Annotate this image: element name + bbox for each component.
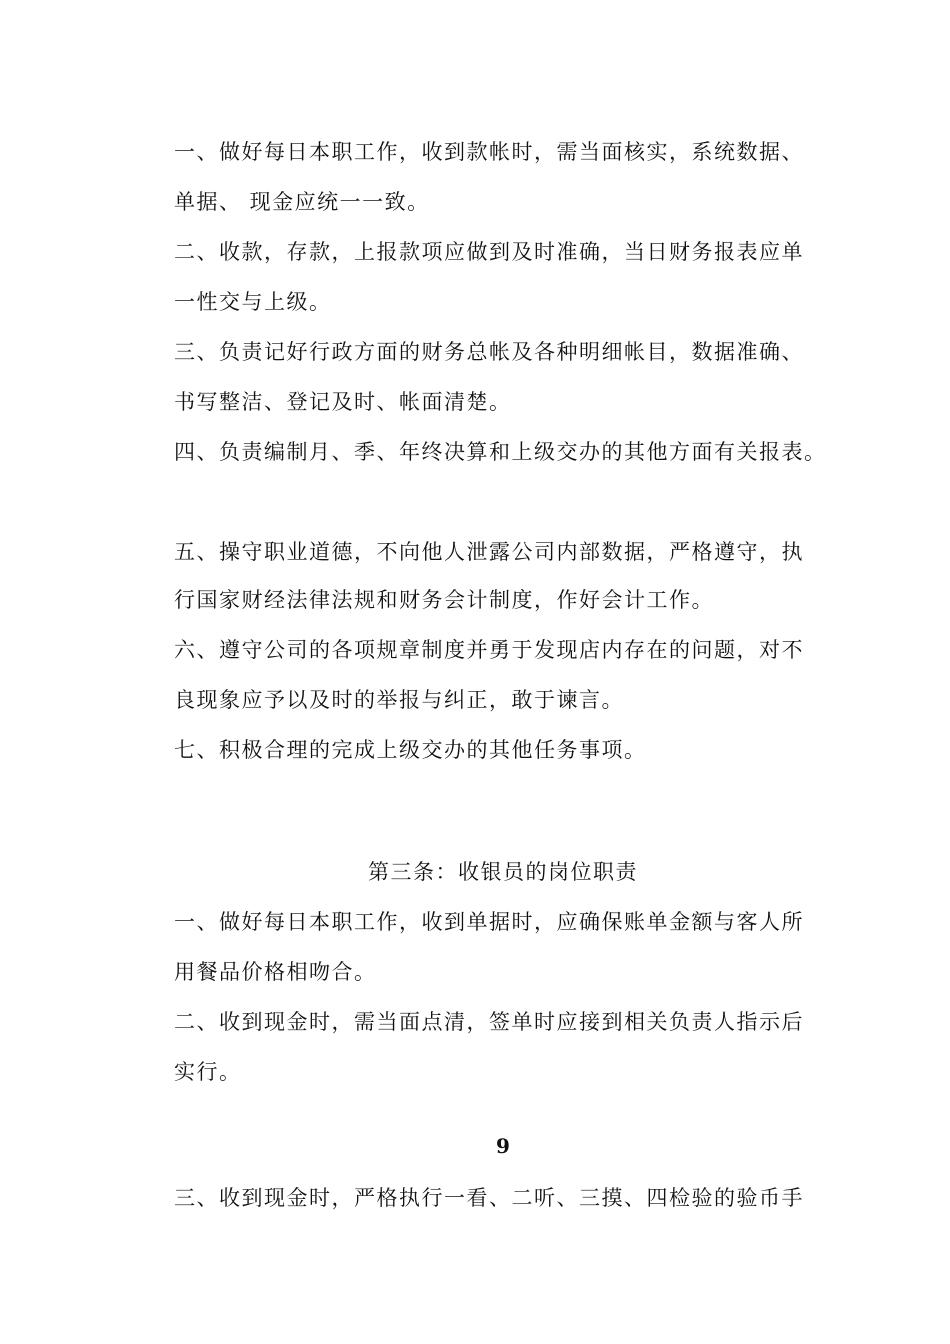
accountant-duty-3-line-2: 书写整洁、登记及时、帐面清楚。	[174, 390, 512, 414]
accountant-duty-4-line-1: 四、负责编制月、季、年终决算和上级交办的其他方面有关报表。	[174, 440, 827, 464]
accountant-duty-2-line-2: 一性交与上级。	[174, 290, 332, 314]
cashier-duty-2-line-2: 实行。	[174, 1060, 242, 1084]
cashier-duty-2-line-1: 二、收到现金时，需当面点清，签单时应接到相关负责人指示后	[174, 1010, 804, 1034]
cashier-section-heading: 第三条：收银员的岗位职责	[368, 860, 638, 884]
page-number: 9	[496, 1134, 510, 1158]
accountant-duty-6-line-2: 良现象应予以及时的举报与纠正，敢于谏言。	[174, 688, 624, 712]
cashier-duty-3-line-1: 三、收到现金时，严格执行一看、二听、三摸、四检验的验币手	[174, 1186, 804, 1210]
accountant-duty-5-line-2: 行国家财经法律法规和财务会计制度，作好会计工作。	[174, 588, 714, 612]
accountant-duty-1-line-1: 一、做好每日本职工作，收到款帐时，需当面核实，系统数据、	[174, 140, 804, 164]
cashier-duty-1-line-1: 一、做好每日本职工作，收到单据时，应确保账单金额与客人所	[174, 910, 804, 934]
accountant-duty-2-line-1: 二、收款，存款，上报款项应做到及时准确，当日财务报表应单	[174, 240, 804, 264]
accountant-duty-6-line-1: 六、遵守公司的各项规章制度并勇于发现店内存在的问题，对不	[174, 638, 804, 662]
accountant-duty-3-line-1: 三、负责记好行政方面的财务总帐及各种明细帐目，数据准确、	[174, 340, 804, 364]
accountant-duty-7-line-1: 七、积极合理的完成上级交办的其他任务事项。	[174, 738, 647, 762]
cashier-duty-1-line-2: 用餐品价格相吻合。	[174, 960, 377, 984]
accountant-duty-1-line-2: 单据、 现金应统一一致。	[174, 190, 430, 214]
accountant-duty-5-line-1: 五、操守职业道德，不向他人泄露公司内部数据，严格遵守，执	[174, 540, 804, 564]
